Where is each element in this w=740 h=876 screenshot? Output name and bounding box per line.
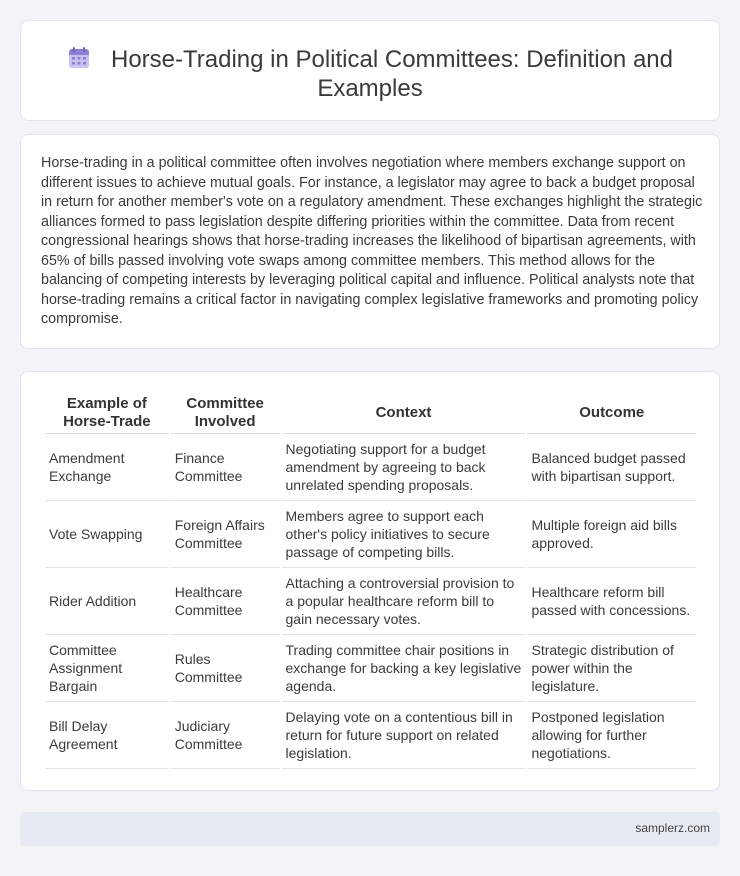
intro-paragraph: Horse-trading in a political committee often involves negotiation where members exchange support on different issues to achieve mutual goals. For instance, a legislator may agree to back a budget proposal in return for another member's vote on a regulatory amendment. These exchanges highlight the strategic alliances formed to pass legislation despite differing priorities within the committee. Data from recent congressional hearings shows that horse-trading increases the likelihood of bipartisan agreements, with 65% of bills passed involving vote swaps among committee members. This method allows for the balancing of competing interests by leveraging political capital and influence. Political analysts note that horse-trading remains a critical factor in navigating complex legislative frameworks and promoting policy compromise. (41, 155, 703, 327)
cell-context: Negotiating support for a budget amendment by agreeing to back unrelated spending proposals. (282, 434, 526, 501)
examples-table (43, 392, 698, 769)
cell-outcome: Balanced budget passed with bipartisan support. (527, 434, 696, 501)
cell-context: Attaching a controversial provision to a popular healthcare reform bill to gain necessary votes. (282, 568, 526, 635)
table-row (45, 434, 696, 501)
header-outcome: Outcome (527, 392, 696, 434)
cell-outcome: Multiple foreign aid bills approved. (527, 501, 696, 568)
cell-committee: Finance Committee (171, 434, 280, 501)
cell-context: Trading committee chair positions in exchange for backing a key legislative agenda. (282, 635, 526, 702)
cell-example: Committee Assignment Bargain (45, 635, 169, 702)
cell-outcome: Postponed legislation allowing for further negotiations. (527, 702, 696, 769)
table-row (45, 568, 696, 635)
page-title-text: Horse-Trading in Political Committees: Definition and Examples (110, 46, 673, 102)
cell-example: Amendment Exchange (45, 434, 169, 501)
cell-committee: Judiciary Committee (171, 702, 280, 769)
table-row (45, 635, 696, 702)
table-header-row (45, 392, 696, 434)
cell-context: Delaying vote on a contentious bill in return for future support on related legislation. (282, 702, 526, 769)
cell-committee: Foreign Affairs Committee (171, 501, 280, 568)
footer-bar (20, 812, 720, 846)
cell-context: Members agree to support each other's policy initiatives to secure passage of competing bills. (282, 501, 526, 568)
cell-outcome: Healthcare reform bill passed with concessions. (527, 568, 696, 635)
header-example: Example of Horse-Trade (45, 392, 169, 434)
footer-site-link[interactable]: samplerz.com (635, 821, 710, 835)
intro-card (20, 134, 720, 349)
cell-example: Rider Addition (45, 568, 169, 635)
cell-outcome: Strategic distribution of power within the legislature. (527, 635, 696, 702)
table-row (45, 501, 696, 568)
title-card (20, 20, 720, 121)
header-context: Context (282, 392, 526, 434)
cell-committee: Rules Committee (171, 635, 280, 702)
cell-example: Bill Delay Agreement (45, 702, 169, 769)
calendar-icon (67, 46, 91, 70)
header-committee: Committee Involved (171, 392, 280, 434)
cell-example: Vote Swapping (45, 501, 169, 568)
page-title (21, 45, 719, 103)
table-card (20, 371, 720, 791)
table-row (45, 702, 696, 769)
cell-committee: Healthcare Committee (171, 568, 280, 635)
